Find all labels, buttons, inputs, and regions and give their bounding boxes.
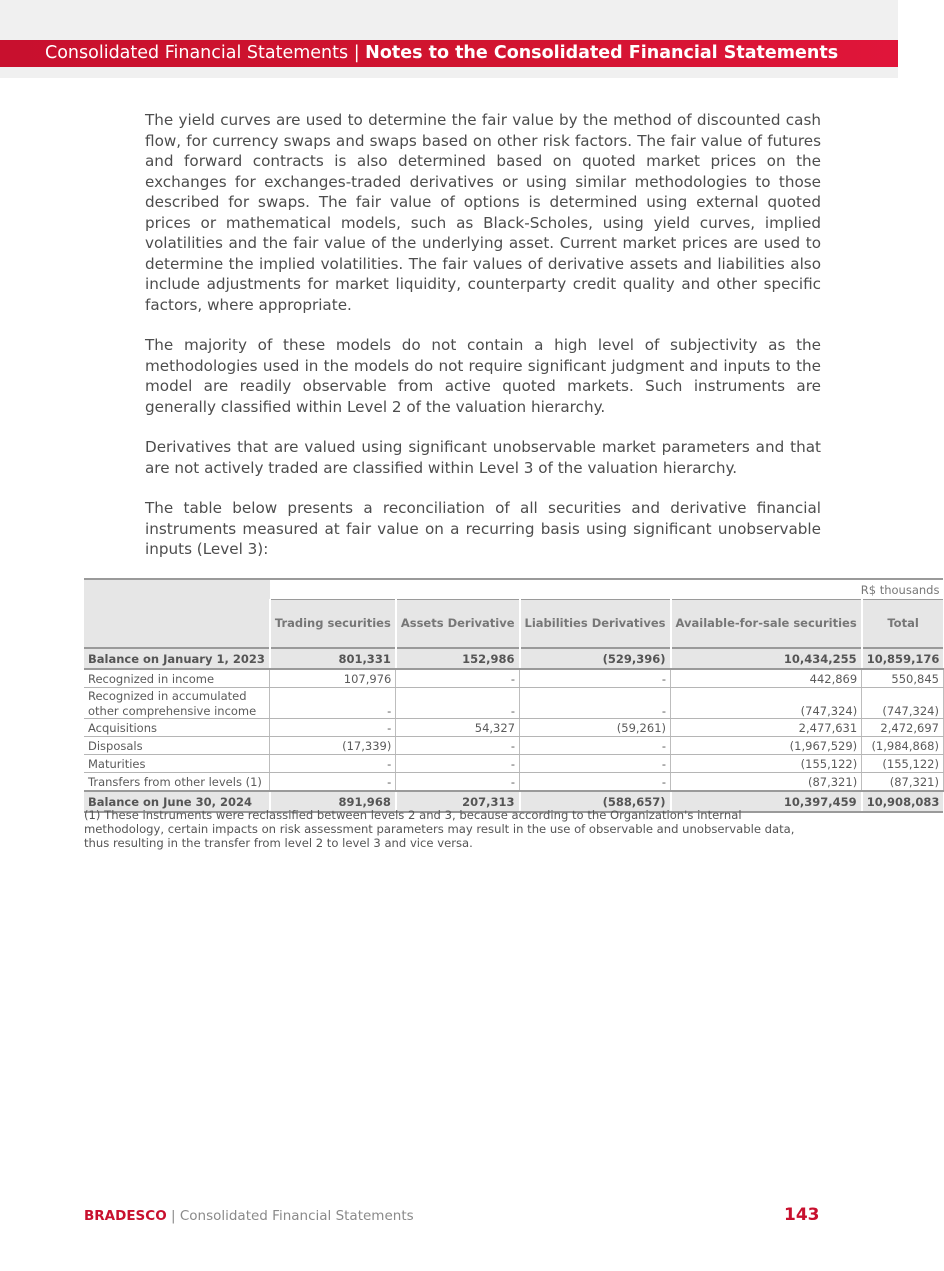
row-label: Balance on January 1, 2023 xyxy=(84,648,270,669)
cell: (155,122) xyxy=(671,755,862,773)
table-row xyxy=(84,669,943,688)
units-label: R$ thousands xyxy=(270,579,944,600)
cell: - xyxy=(396,773,520,792)
table-row xyxy=(84,688,943,719)
cell: (529,396) xyxy=(520,648,671,669)
footer-brand: BRADESCO xyxy=(84,1208,167,1224)
cell: - xyxy=(520,688,671,719)
opening-balance-row xyxy=(84,648,943,669)
column-header: Trading securities xyxy=(270,600,396,649)
footer-separator: | xyxy=(170,1208,176,1224)
cell: (17,339) xyxy=(270,737,396,755)
table-row xyxy=(84,719,943,737)
cell: - xyxy=(396,737,520,755)
cell: 550,845 xyxy=(862,669,944,688)
cell: 10,908,083 xyxy=(862,791,944,812)
header-blank-cell xyxy=(84,579,270,648)
cell: - xyxy=(270,773,396,792)
table-row xyxy=(84,737,943,755)
cell: - xyxy=(520,773,671,792)
cell: 2,477,631 xyxy=(671,719,862,737)
table-row xyxy=(84,773,943,792)
cell: - xyxy=(270,688,396,719)
cell: 801,331 xyxy=(270,648,396,669)
row-label: Acquisitions xyxy=(84,719,270,737)
table-row xyxy=(84,755,943,773)
paragraph: The table below presents a reconciliation of all securities and derivative financial instruments measured at fair value on a recurring basis using significant unobservable inputs (Level 3): xyxy=(145,499,821,558)
cell: 10,434,255 xyxy=(671,648,862,669)
column-header: Available-for-sale securities xyxy=(671,600,862,649)
cell: (155,122) xyxy=(862,755,944,773)
cell: 152,986 xyxy=(396,648,520,669)
row-label: Recognized in income xyxy=(84,669,270,688)
header-subsection: Notes to the Consolidated Financial Statements xyxy=(365,43,839,63)
cell: - xyxy=(520,737,671,755)
paragraph: The majority of these models do not contain a high level of subjectivity as the methodologies used in the models do not require significant judgment and inputs to the model are readily observable from active quoted markets. Such instruments are generally classified within Level 2 of the valuation hierarchy. xyxy=(145,336,821,416)
paragraph: The yield curves are used to determine the fair value by the method of discounted cash flow, for currency swaps and swaps based on other risk factors. The fair value of futures and forward contracts is also determined based on quoted market prices on the exchanges for exchanges-traded derivatives or using similar methodologies to those described for swaps. The fair value of options is determined using external quoted prices or mathematical models, such as Black-Scholes, using yield curves, implied volatilities and the fair value of the underlying asset. Current market prices are used to determine the implied volatilities. The fair values of derivative assets and liabilities also include adjustments for market liquidity, counterparty credit quality and other specific factors, where appropriate. xyxy=(145,111,821,314)
column-header: Liabilities Derivatives xyxy=(520,600,671,649)
cell: (87,321) xyxy=(862,773,944,792)
cell: (1,967,529) xyxy=(671,737,862,755)
page-number: 143 xyxy=(784,1205,820,1225)
units-row xyxy=(84,579,943,600)
cell: - xyxy=(270,755,396,773)
cell: 2,472,697 xyxy=(862,719,944,737)
row-label: Recognized in accumulated other comprehensive income xyxy=(84,688,270,719)
table-footnote: (1) These instruments were reclassified between levels 2 and 3, because according to the Organization's internal methodology, certain impacts on risk assessment parameters may result in the use of observable and unobservable data, thus resulting in the transfer from level 2 to level 3 and vice versa. xyxy=(84,808,795,850)
cell: 891,968 xyxy=(270,791,396,812)
cell: (747,324) xyxy=(862,688,944,719)
cell: 207,313 xyxy=(396,791,520,812)
column-header: Assets Derivative xyxy=(396,600,520,649)
cell: 10,397,459 xyxy=(671,791,862,812)
row-label: Disposals xyxy=(84,737,270,755)
footer xyxy=(84,1208,414,1224)
cell: 54,327 xyxy=(396,719,520,737)
cell: - xyxy=(520,755,671,773)
row-label: Transfers from other levels (1) xyxy=(84,773,270,792)
body-text xyxy=(145,110,821,580)
cell: - xyxy=(396,755,520,773)
cell: - xyxy=(396,669,520,688)
cell: (87,321) xyxy=(671,773,862,792)
cell: - xyxy=(270,719,396,737)
cell: 442,869 xyxy=(671,669,862,688)
column-header: Total xyxy=(862,600,944,649)
cell: - xyxy=(520,669,671,688)
cell: (1,984,868) xyxy=(862,737,944,755)
cell: - xyxy=(396,688,520,719)
cell: (747,324) xyxy=(671,688,862,719)
row-label: Maturities xyxy=(84,755,270,773)
level3-reconciliation-table xyxy=(84,578,944,813)
cell: (59,261) xyxy=(520,719,671,737)
cell: 107,976 xyxy=(270,669,396,688)
paragraph: Derivatives that are valued using significant unobservable market parameters and that are not actively traded are classified within Level 3 of the valuation hierarchy. xyxy=(145,438,821,477)
header-section: Consolidated Financial Statements xyxy=(45,43,349,63)
footer-title: Consolidated Financial Statements xyxy=(179,1208,414,1224)
header-separator: | xyxy=(353,43,360,63)
cell: (588,657) xyxy=(520,791,671,812)
row-label: Balance on June 30, 2024 xyxy=(84,791,270,812)
header-bar xyxy=(0,40,898,67)
cell: 10,859,176 xyxy=(862,648,944,669)
